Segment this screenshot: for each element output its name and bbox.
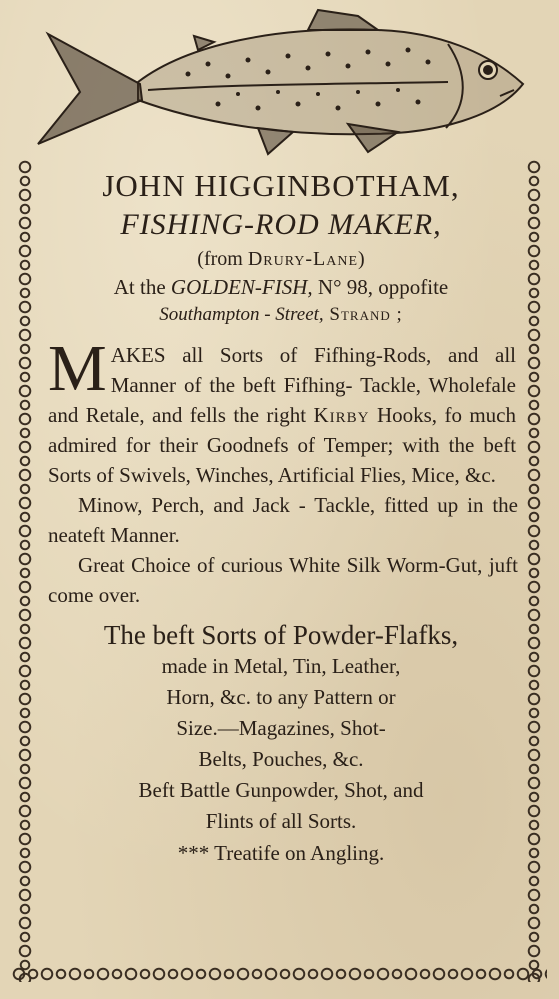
flasks-line: Horn, &c. to any Pattern or [166,685,396,709]
previous-location: (from Drury-Lane) [197,248,365,270]
bottom-ornamental-border [12,962,547,986]
right-ornamental-border [521,160,547,982]
silk-paragraph: Great Choice of curious White Silk Worm-Gut, juft come over. [48,553,518,607]
treatise-line: *** Treatife on Angling. [177,841,385,865]
proprietor-name: JOHN HIGGINBOTHAM, [102,168,460,203]
flasks-line: made in Metal, Tin, Leather, [161,654,401,678]
left-ornamental-border [12,160,38,982]
tackle-paragraph: Minow, Perch, and Jack - Tackle, fitted up in the neateft Manner. [48,493,519,547]
flasks-line: Size.—Magazines, Shot- [176,716,386,740]
trade-title: FISHING-ROD MAKER, [120,208,442,241]
gunpowder-line: Beft Battle Gunpowder, Shot, and [138,778,424,802]
flasks-line: Belts, Pouches, &c. [198,747,364,771]
flasks-headline: The beft Sorts of Powder-Flafks, [103,620,459,650]
drop-cap: M [48,332,107,405]
street-address: Southampton - Street, Strand ; [159,304,403,325]
gunpowder-line: Flints of all Sorts. [205,809,357,833]
advertisement-text [44,166,518,866]
shop-sign-address: At the GOLDEN-FISH, N° 98, oppofite [113,275,449,299]
fish-woodcut-icon [18,4,543,164]
intro-paragraph: M AKES all Sorts of Fifhing-Rods, and all Manner of the beft Fifhing- Tackle, Wholefale and Retale, and fells the right Kirby Hooks, fo much admired for their Goodnefs of Temper; with the beft Sorts of Swivels, Winches, Artificial Flies, Mice, &c. [48,332,517,487]
